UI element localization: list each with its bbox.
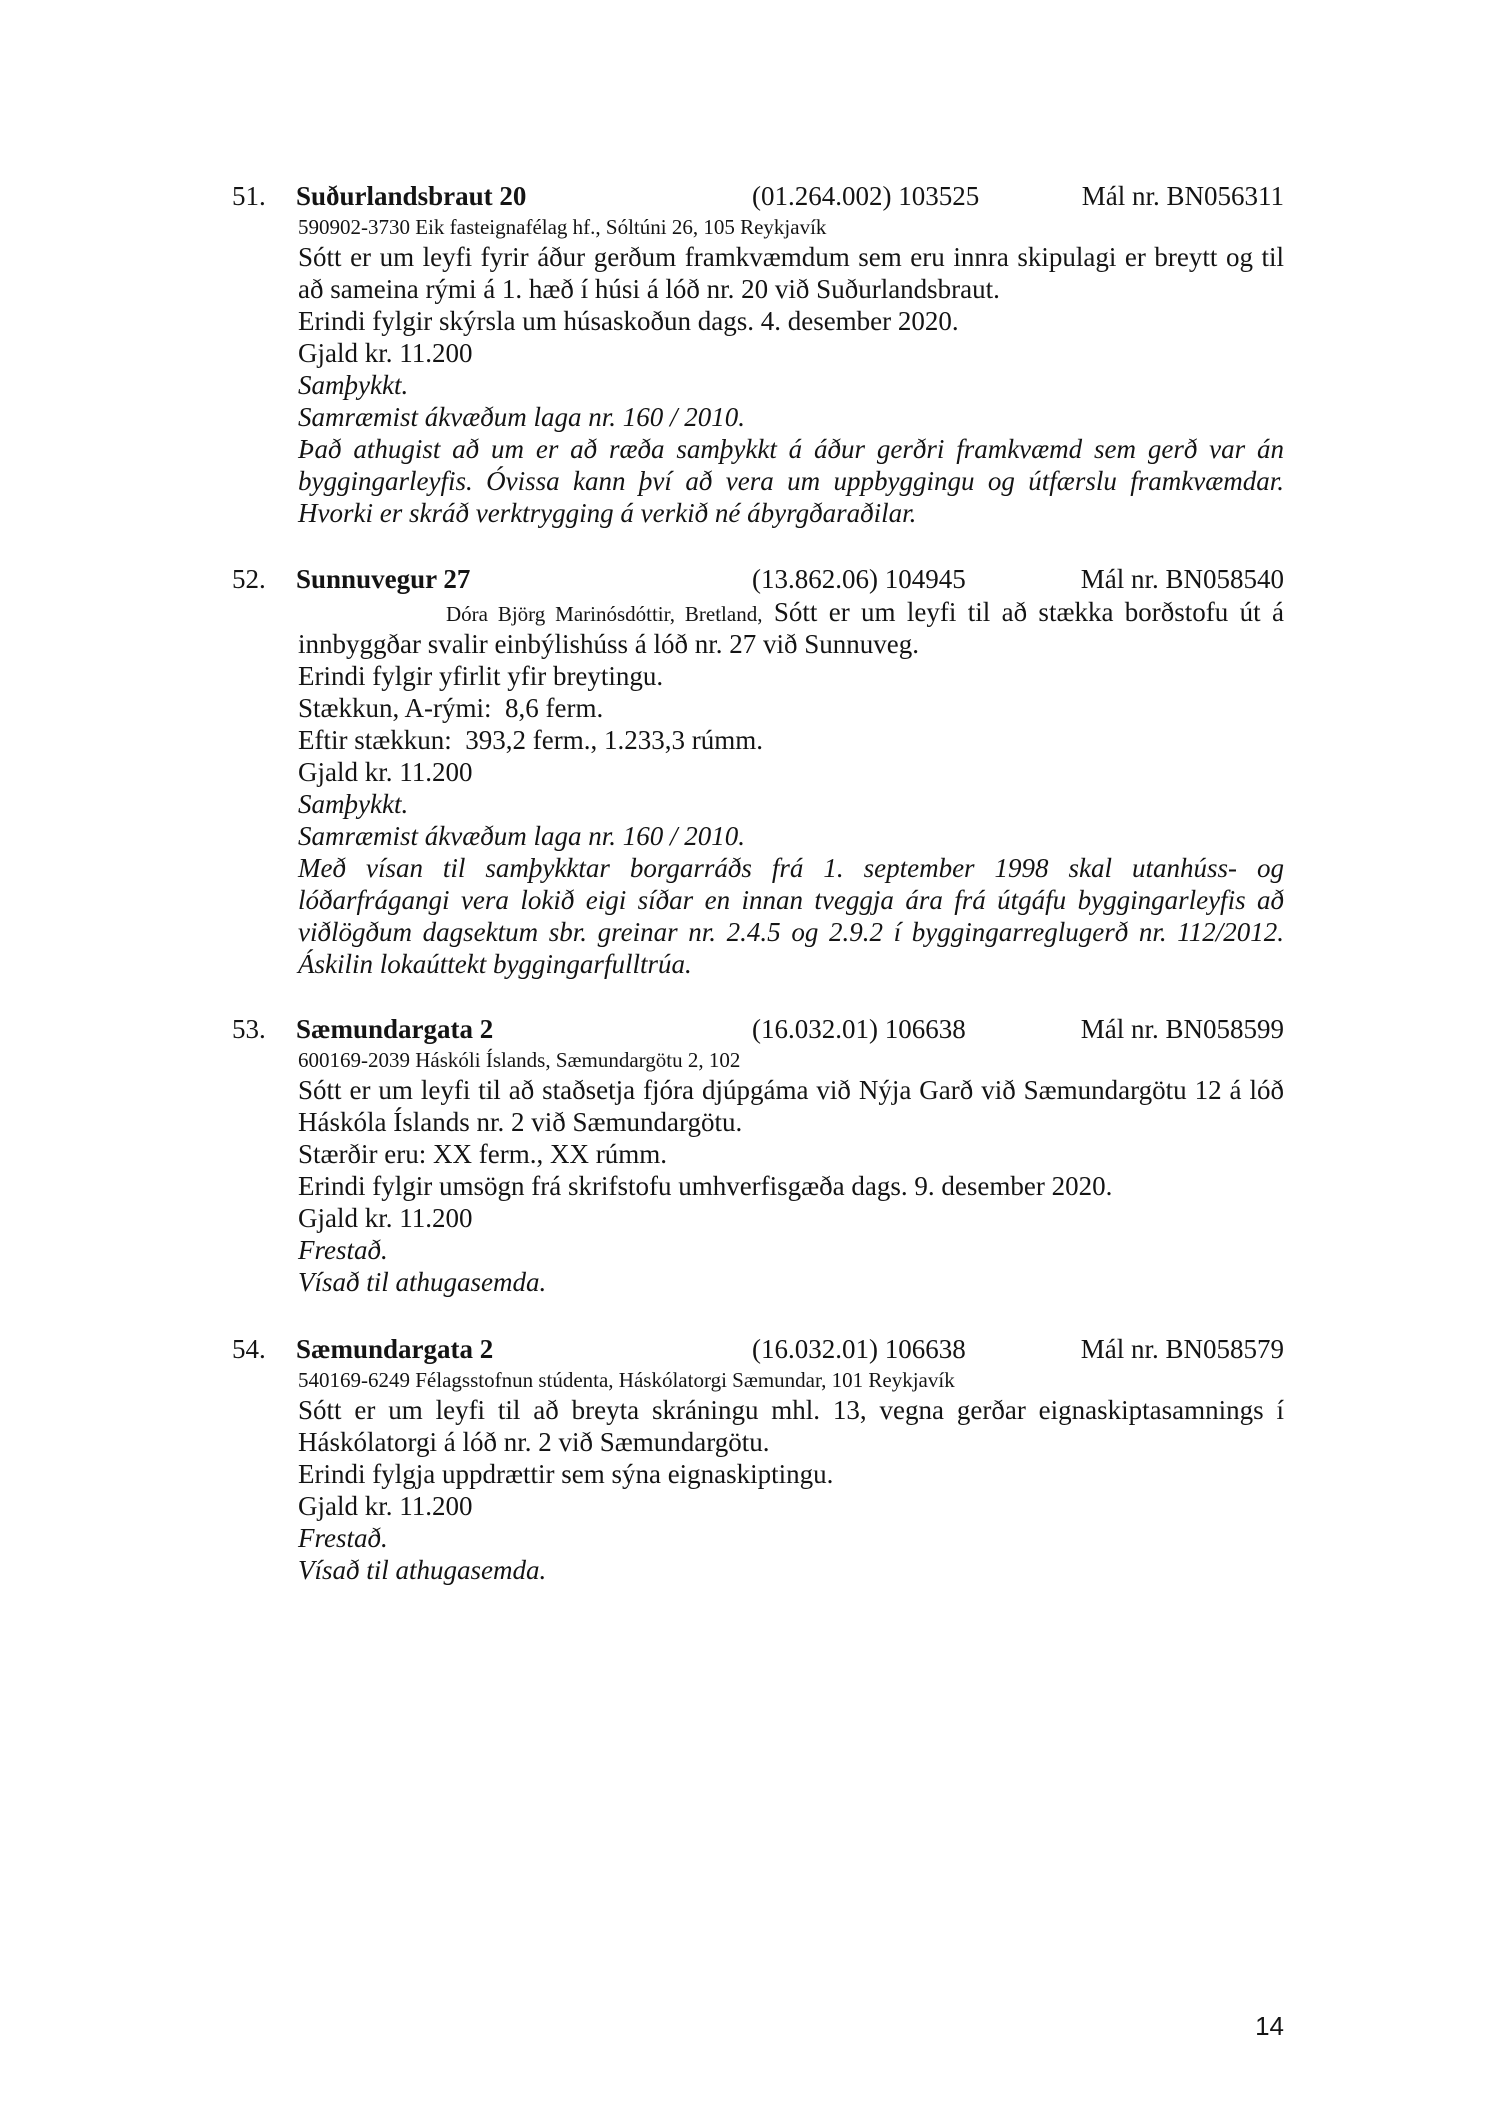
entry-address: Suðurlandsbraut 20: [296, 181, 527, 211]
referral: Vísað til athugasemda.: [298, 1555, 547, 1585]
case-number: Mál nr. BN058579: [1080, 1334, 1284, 1364]
entry-header: [232, 180, 1284, 213]
case-number: Mál nr. BN056311: [1081, 181, 1284, 211]
description: Sótt er um leyfi til að staðsetja fjóra djúpgáma við Nýja Garð við Sæmundargötu 12 á lóð Háskóla Íslands nr. 2 við Sæmundargötu.: [298, 1075, 1284, 1137]
land-code: (01.264.002) 103525: [752, 181, 980, 211]
description: Sótt er um leyfi til að breyta skráningu mhl. 13, vegna gerðar eignaskiptasamnings í Háskólatorgi á lóð nr. 2 við Sæmundargötu.: [298, 1395, 1284, 1457]
entry-body: [298, 1046, 1284, 1298]
entry-body: [298, 213, 1284, 529]
conformity: Samræmist ákvæðum laga nr. 160 / 2010.: [298, 821, 746, 851]
applicant: 540169-6249 Félagsstofnun stúdenta, Háskólatorgi Sæmundar, 101 Reykjavík: [298, 1368, 955, 1392]
applicant: Dóra Björg Marinósdóttir, Bretland,: [446, 602, 763, 626]
case-entry-54: [232, 1333, 1284, 1586]
entry-body: [298, 596, 1284, 980]
attachment: Erindi fylgir skýrsla um húsaskoðun dags. 4. desember 2020.: [298, 306, 959, 336]
entry-address: Sæmundargata 2: [296, 1334, 494, 1364]
applicant: 590902-3730 Eik fasteignafélag hf., Sóltúni 26, 105 Reykjavík: [298, 215, 827, 239]
decision: Frestað.: [298, 1523, 388, 1553]
decision: Samþykkt.: [298, 370, 409, 400]
entry-number: 51.: [232, 181, 266, 211]
land-code: (16.032.01) 106638: [752, 1014, 966, 1044]
enlargement: Stækkun, A-rými: 8,6 ferm.: [298, 693, 604, 723]
land-code: (13.862.06) 104945: [752, 564, 966, 594]
description: Sótt er um leyfi til að stækka borðstofu út á innbyggðar svalir einbýlishúss á lóð nr. 27 við Sunnuveg.: [298, 597, 1284, 659]
attachment: Erindi fylgir yfirlit yfir breytingu.: [298, 661, 664, 691]
case-number: Mál nr. BN058540: [1080, 564, 1284, 594]
case-number: Mál nr. BN058599: [1080, 1014, 1284, 1044]
note: Það athugist að um er að ræða samþykkt á áður gerðri framkvæmd sem gerð var án byggingarleyfis. Óvissa kann því að vera um uppbyggingu og útfærslu framkvæmdar. Hvorki er skráð verktrygging á verkið né ábyrgðaraðilar.: [298, 434, 1284, 528]
fee: Gjald kr. 11.200: [298, 757, 473, 787]
decision: Frestað.: [298, 1235, 388, 1265]
fee: Gjald kr. 11.200: [298, 1491, 473, 1521]
entry-address: Sæmundargata 2: [296, 1014, 494, 1044]
referral: Vísað til athugasemda.: [298, 1267, 547, 1297]
after-enlargement: Eftir stækkun: 393,2 ferm., 1.233,3 rúmm.: [298, 725, 763, 755]
fee: Gjald kr. 11.200: [298, 338, 473, 368]
case-entry-53: [232, 1013, 1284, 1298]
entry-number: 52.: [232, 564, 266, 594]
entry-header: [232, 563, 1284, 596]
entry-body: [298, 1366, 1284, 1586]
entry-header: [232, 1333, 1284, 1366]
sizes: Stærðir eru: XX ferm., XX rúmm.: [298, 1139, 667, 1169]
case-entry-52: [232, 563, 1284, 980]
applicant-and-description: [298, 596, 1284, 660]
applicant: 600169-2039 Háskóli Íslands, Sæmundargötu 2, 102: [298, 1048, 741, 1072]
description: Sótt er um leyfi fyrir áður gerðum framkvæmdum sem eru innra skipulagi er breytt og til að sameina rými á 1. hæð í húsi á lóð nr. 20 við Suðurlandsbraut.: [298, 242, 1284, 304]
land-code: (16.032.01) 106638: [752, 1334, 966, 1364]
attachment: Erindi fylgja uppdrættir sem sýna eignaskiptingu.: [298, 1459, 834, 1489]
decision: Samþykkt.: [298, 789, 409, 819]
entry-address: Sunnuvegur 27: [296, 564, 471, 594]
entry-header: [232, 1013, 1284, 1046]
page-number: 14: [1255, 2011, 1284, 2041]
note: Með vísan til samþykktar borgarráðs frá 1. september 1998 skal utanhúss- og lóðarfrágangi vera lokið eigi síðar en innan tveggja ára frá útgáfu byggingarleyfis að viðlögðum dagsektum sbr. greinar nr. 2.4.5 og 2.9.2 í byggingarreglugerð nr. 112/2012. Áskilin lokaúttekt byggingarfulltrúa.: [298, 853, 1284, 979]
fee: Gjald kr. 11.200: [298, 1203, 473, 1233]
entry-number: 54.: [232, 1334, 266, 1364]
entry-number: 53.: [232, 1014, 266, 1044]
case-entry-51: [232, 180, 1284, 529]
attachment: Erindi fylgir umsögn frá skrifstofu umhverfisgæða dags. 9. desember 2020.: [298, 1171, 1113, 1201]
conformity: Samræmist ákvæðum laga nr. 160 / 2010.: [298, 402, 746, 432]
